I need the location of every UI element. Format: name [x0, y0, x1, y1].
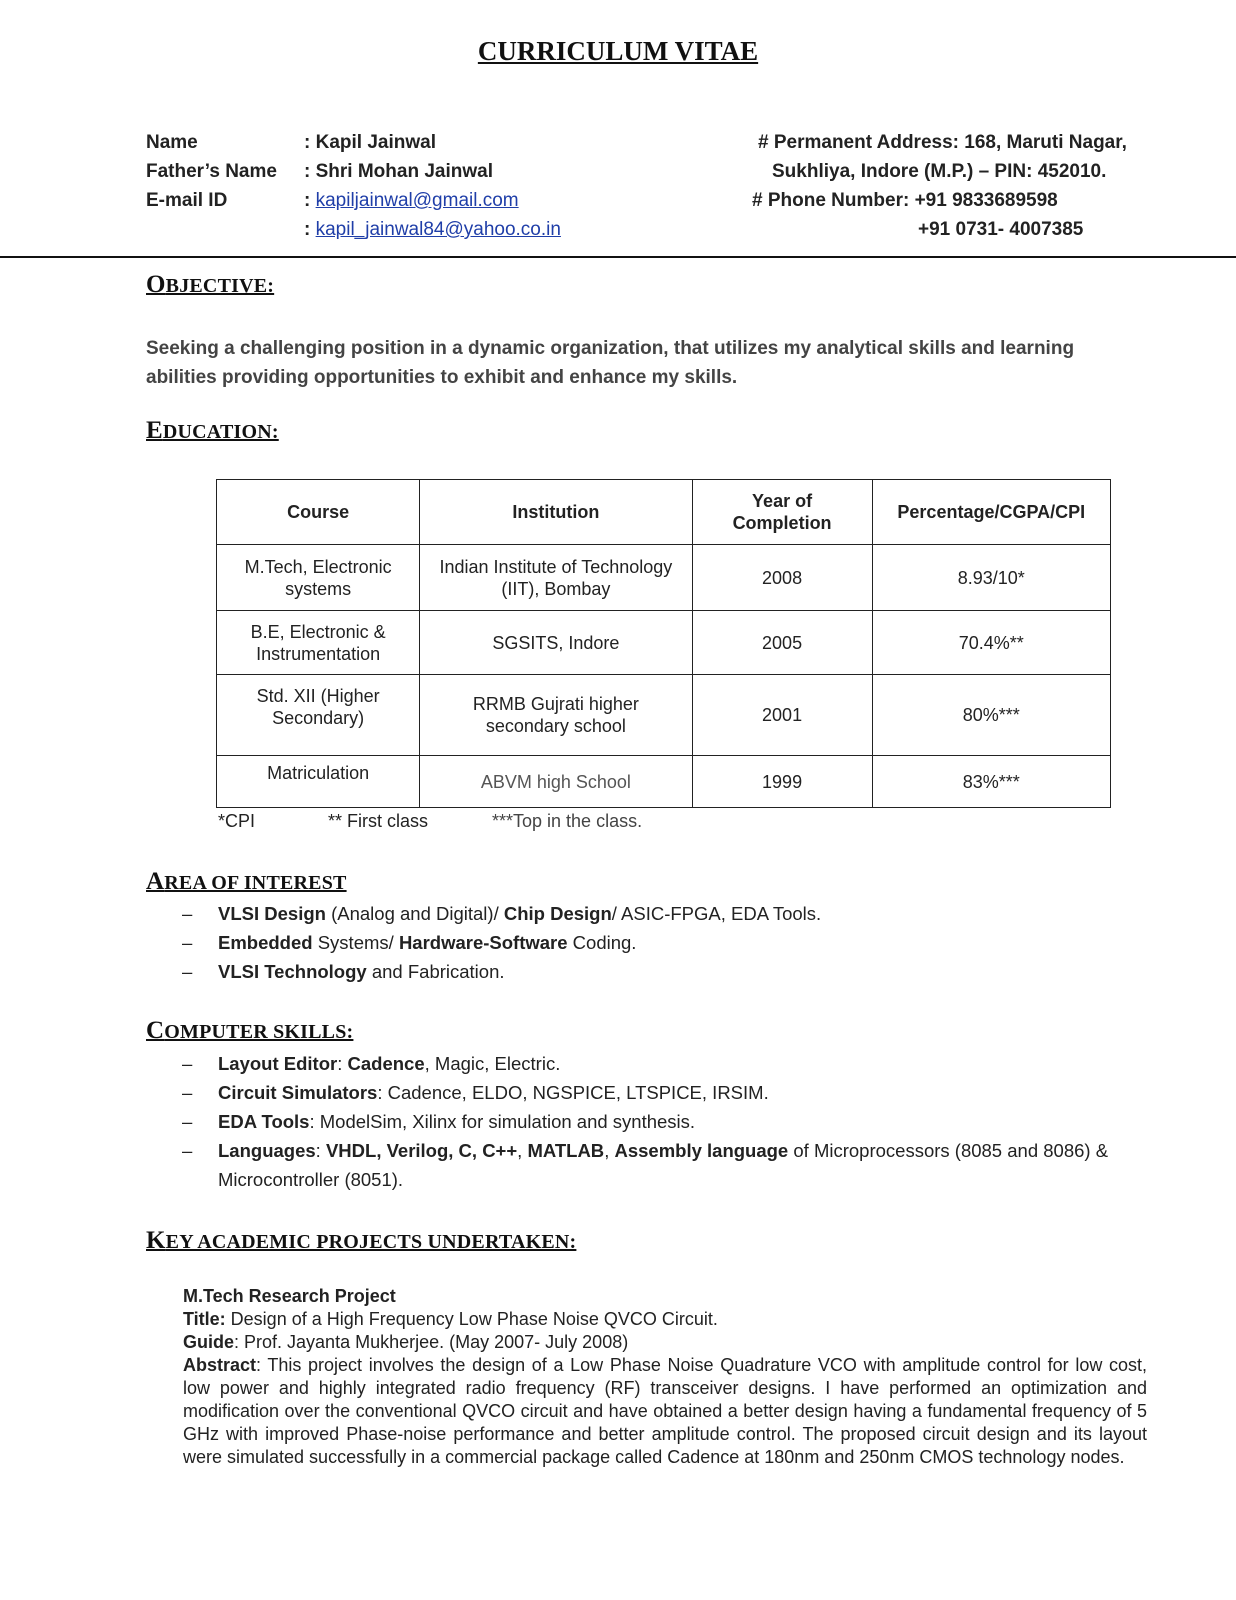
table-note-first-class: ** First class — [328, 811, 429, 831]
table-cell: SGSITS, Indore — [420, 611, 692, 675]
list-dash: – — [182, 1111, 193, 1132]
project-heading: M.Tech Research Project — [183, 1286, 396, 1306]
father-label: Father’s Name — [146, 161, 277, 182]
table-row — [217, 756, 1111, 808]
table-header-row — [217, 480, 1111, 545]
table-row — [217, 545, 1111, 611]
list-dash: – — [182, 1140, 193, 1161]
list-dash: – — [182, 903, 193, 924]
personal-info — [146, 132, 746, 252]
address-line-2: Sukhliya, Indore (M.P.) – PIN: 452010. — [772, 161, 1107, 182]
skill-item: – EDA Tools: ModelSim, Xilinx for simulation and synthesis. — [182, 1107, 1142, 1136]
email-row-1 — [304, 190, 519, 212]
table-cell: ABVM high School — [420, 756, 692, 808]
section-projects-heading: KEY ACADEMIC PROJECTS UNDERTAKEN: — [146, 1227, 577, 1254]
table-cell: 2001 — [692, 675, 872, 756]
interest-item: – Embedded Systems/ Hardware-Software Coding. — [182, 928, 1142, 957]
document-title: CURRICULUM VITAE — [477, 36, 759, 66]
name-label: Name — [146, 132, 198, 153]
list-dash: – — [182, 961, 193, 982]
father-value: : Shri Mohan Jainwal — [304, 161, 493, 182]
email-link-1[interactable]: kapiljainwal@gmail.com — [315, 190, 519, 211]
section-skills-heading: COMPUTER SKILLS: — [146, 1017, 354, 1044]
table-note-cpi: *CPI — [218, 811, 256, 831]
table-cell: M.Tech, Electronic systems — [217, 545, 420, 611]
table-cell: 1999 — [692, 756, 872, 808]
section-objective-heading: OBJECTIVE: — [146, 271, 275, 298]
table-cell: Indian Institute of Technology (IIT), Bombay — [420, 545, 692, 611]
header-divider — [0, 256, 1236, 258]
skills-list — [182, 1049, 1142, 1194]
table-row — [217, 611, 1111, 675]
table-cell: 70.4%** — [872, 611, 1110, 675]
project-abstract: Abstract: This project involves the design of a Low Phase Noise Quadrature VCO with amplitude control for low cost, low power and highly integrated radio frequency (RF) transceiver designs. I have performed an optimization and modification over the conventional QVCO circuit and have obtained a better design having a fundamental frequency of 5 GHz with improved Phase-noise performance and better amplitude control. The proposed circuit design and its layout were simulated successfully in a commercial package called Cadence at 180nm and 250nm CMOS technology nodes. — [183, 1355, 1147, 1467]
name-value: : Kapil Jainwal — [304, 132, 436, 153]
column-header: Institution — [420, 480, 692, 545]
email-colon-1: : — [304, 190, 316, 211]
skill-item: – Circuit Simulators: Cadence, ELDO, NGSPICE, LTSPICE, IRSIM. — [182, 1078, 1142, 1107]
interest-item: – VLSI Design (Analog and Digital)/ Chip Design/ ASIC-FPGA, EDA Tools. — [182, 899, 1142, 928]
table-cell: RRMB Gujrati higher secondary school — [420, 675, 692, 756]
section-education-heading: EDUCATION: — [146, 417, 279, 444]
table-cell: B.E, Electronic & Instrumentation — [217, 611, 420, 675]
address-line-1: # Permanent Address: 168, Maruti Nagar, — [758, 132, 1127, 153]
phone-line-1: # Phone Number: +91 9833689598 — [752, 190, 1058, 211]
column-header: Course — [217, 480, 420, 545]
table-cell: 80%*** — [872, 675, 1110, 756]
project-guide: Guide: Prof. Jayanta Mukherjee. (May 2007- July 2008) — [183, 1332, 629, 1352]
list-dash: – — [182, 1053, 193, 1074]
table-note-top-class: ***Top in the class. — [492, 811, 643, 831]
list-dash: – — [182, 932, 193, 953]
table-cell: 2008 — [692, 545, 872, 611]
column-header: Percentage/CGPA/CPI — [872, 480, 1110, 545]
table-row — [217, 675, 1111, 756]
interest-list — [182, 899, 1142, 986]
table-cell: 2005 — [692, 611, 872, 675]
list-dash: – — [182, 1082, 193, 1103]
education-table — [216, 479, 1111, 808]
project-title: Title: Design of a High Frequency Low Phase Noise QVCO Circuit. — [183, 1309, 718, 1329]
table-cell: Matriculation — [217, 756, 420, 808]
table-cell: 8.93/10* — [872, 545, 1110, 611]
table-cell: Std. XII (Higher Secondary) — [217, 675, 420, 756]
project-block — [183, 1285, 1147, 1469]
interest-item: – VLSI Technology and Fabrication. — [182, 957, 1142, 986]
skill-item: – Layout Editor: Cadence, Magic, Electric. — [182, 1049, 1142, 1078]
section-interest-heading: AREA OF INTEREST — [146, 868, 347, 895]
table-cell: 83%*** — [872, 756, 1110, 808]
skill-item: – Languages: VHDL, Verilog, C, C++, MATLAB, Assembly language of Microprocessors (8085 and 8086) & Microcontroller (8051). — [182, 1136, 1142, 1194]
email-colon-2: : — [304, 219, 316, 240]
email-row-2 — [304, 219, 561, 241]
email-label: E-mail ID — [146, 190, 228, 211]
email-link-2[interactable]: kapil_jainwal84@yahoo.co.in — [315, 219, 561, 240]
phone-line-2: +91 0731- 4007385 — [918, 219, 1084, 240]
objective-text: Seeking a challenging position in a dynamic organization, that utilizes my analytical skills and learning abilities providing opportunities to exhibit and enhance my skills. — [146, 338, 1075, 388]
column-header: Year of Completion — [692, 480, 872, 545]
